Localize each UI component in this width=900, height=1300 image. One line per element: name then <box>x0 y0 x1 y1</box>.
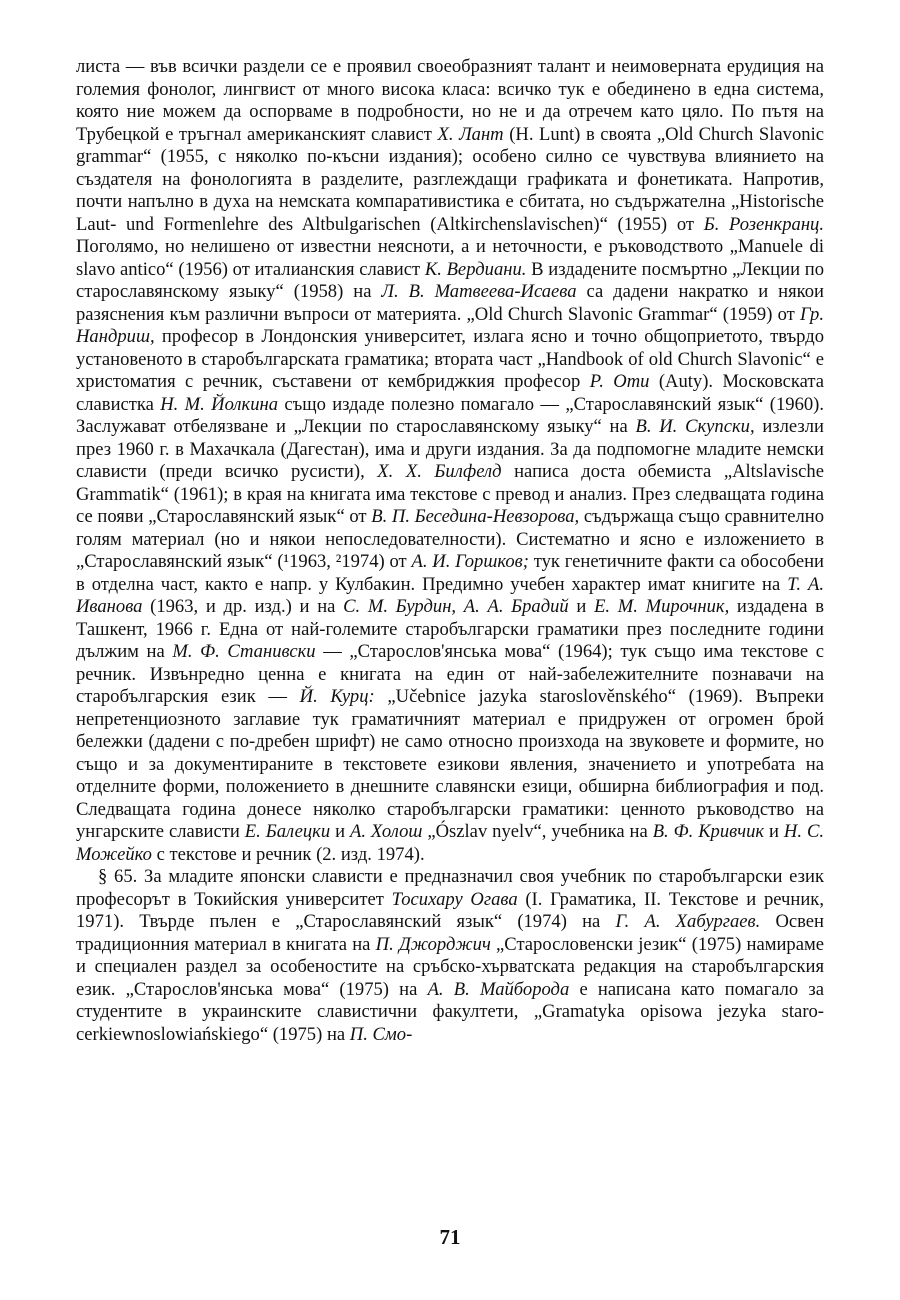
body-text <box>76 56 824 1046</box>
author-name: Г. А. Хабургаев. <box>615 911 761 932</box>
author-name: А. Холош <box>349 821 423 842</box>
author-name: Й. Курц: <box>299 686 375 707</box>
author-name: Х. Лант <box>437 123 504 145</box>
author-name: А. И. Горшков; <box>411 551 529 572</box>
author-name: П. Смо- <box>349 1023 413 1045</box>
author-name: К. Вердиани. <box>424 258 527 280</box>
author-name: Н. М. Йолкина <box>160 393 279 415</box>
author-name: Р. Оти <box>589 371 650 392</box>
author-name: В. П. Беседина-Невзорова, <box>371 506 580 527</box>
author-name: М. Ф. Станивски <box>172 641 316 662</box>
paragraph-2: § 65. За младите японски слависти е предназначил своя учебник по старобългарски език професорът в Токийския университет Тосихару Огава (I. Граматика, II. Текстове и речник, 1971). Твърде пълен е „Старославянский язык“ (1974) на Г. А. Хабургаев. Освен традиционния материал в книгата на П. Джорджич „Старословенски језик“ (1975) намираме и специален раздел за особеностите на сръбско-хърватската редакция на старобългарския език. „Старослов'янська мова“ (1975) на А. В. Майборода е написана като помагало за студентите в украинските славистични факултети, „Gramatyka opisowa jezyka staro-cerkiewnoslowiańskiego“ (1975) на П. Смо- <box>76 866 825 1045</box>
author-name: Б. Розенкранц. <box>703 213 824 235</box>
author-name: Л. В. Матвеева-Исаева <box>381 281 577 302</box>
author-name: В. Ф. Кривчик <box>652 821 765 842</box>
author-name: Гр. Нандриш, <box>76 303 824 347</box>
author-name: Х. Х. Билфелд <box>377 461 502 482</box>
author-name: С. М. Бурдин, А. А. Брадий <box>343 596 569 617</box>
author-name: П. Джорджич <box>375 933 491 955</box>
author-name: Е. М. Мирочник, <box>594 596 730 617</box>
paragraph-1: листа — във всички раздели се е проявил своеобразният талант и неимоверната ерудиция на големия фонолог, лингвист от много висока класа: всичко тук е обединено в една система, която ние можем да оспорваме в подробности, но не и да отречем като цяло. По пътя на Трубецкой е тръгнал американският славист Х. Лант (H. Lunt) в своята „Old Church Slavonic grammar“ (1955, с няколко по-късни издания); особено силно се чувствува влиянието на създателя на фонологията в разделите, разглеждащи графиката и фонетиката. Напротив, почти напълно в духа на немската компаративистика е сбитата, но съдържателна „Historische Laut- und Formenlehre des Altbulgarischen (Altkirchenslavischen)“ (1955) от Б. Розенкранц. Поголямо, но нелишено от известни неясноти, а и неточности, е ръководството „Manuele di slavo antico“ (1956) от италианския славист К. Вердиани. В издадените посмъртно „Лекции по старославянскому языку“ (1958) на Л. В. Матвеева-Исаева са дадени накратко и някои разяснения към различни въпроси от материята. „Old Church Slavonic Grammar“ (1959) от Гр. Нандриш, професор в Лондонския университет, излага ясно и точно общоприетото, твърдо установеното в старобългарската граматика; втората част „Handbook of old Church Slavonic“ е христоматия с речник, съставени от кембриджкия професор Р. Оти (Auty). Московската славистка Н. М. Йолкина също издаде полезно помагало — „Старославянский язык“ (1960). Заслужават отбелязване и „Лекции по старославянскому языку“ на В. И. Скупски, излезли през 1960 г. в Махачкала (Дагестан), има и други издания. За да подпомогне младите немски слависти (преди всичко русисти), Х. Х. Билфелд написа доста обемиста „Altslavische Grammatik“ (1961); в края на книгата има текстове с превод и анализ. През следващата година се появи „Старославянский язык“ от В. П. Беседина-Невзорова, съдържаща също сравнително голям материал (но и някои непоследователности). Систематно и ясно е изложението в „Старославянский язык“ (¹1963, ²1974) от А. И. Горшков; тук генетичните факти са обособени в отделна част, както е напр. у Кулбакин. Предимно учебен характер имат книгите на Т. А. Иванова (1963, и др. изд.) и на С. М. Бурдин, А. А. Брадий и Е. М. Мирочник, издадена в Ташкент, 1966 г. Една от най-големите старобългарски граматики през последните години дължим на М. Ф. Станивски — „Старослов'янська мова“ (1964); тук също има текстове с речник. Извънредно ценна е книгата на един от най-забележителните познавачи на старобългарския език — Й. Курц: „Učebnice jazyka staroslověnského“ (1969). Въпреки непретенциозното заглавие тук граматичният материал е придружен от огромен брой бележки (дадени с по-дребен шрифт) не само относно произхода на звуковете и формите, но също и за документираните в текстовете езикови явления, значението и употребата на отделните форми, положението в днешните славянски езици, обширна библиография и под. Следващата година донесе няколко старобългарски граматики: ценното ръководство на унгарските слависти Е. Балецки и А. Холош „Ószlav nyelv“, учебника на В. Ф. Кривчик и Н. С. Можейко с текстове и речник (2. изд. 1974). <box>76 56 824 865</box>
page-number: 71 <box>439 1225 461 1249</box>
author-name: В. И. Скупски, <box>635 416 755 437</box>
page-content <box>76 56 824 1046</box>
author-name: Тосихару Огава <box>391 888 518 910</box>
author-name: Н. С. Можейко <box>76 821 824 865</box>
author-name: Т. А. Иванова <box>76 573 824 617</box>
author-name: А. В. Майборода <box>427 978 570 1000</box>
author-name: Е. Балецки <box>244 821 331 842</box>
